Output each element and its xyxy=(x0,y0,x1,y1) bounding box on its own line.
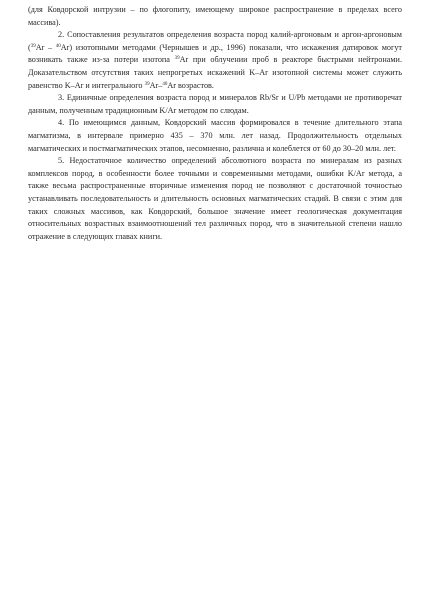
paragraph-p0 xyxy=(28,4,402,29)
isotope-superscript: 39 xyxy=(30,43,36,49)
isotope-superscript: 40 xyxy=(55,43,61,49)
text-run: 4. По имеющимся данным, Ковдорский массив формировался в течение длительного этапа магматизма, в интервале примерно 435 – 370 млн. лет назад. Продолжительность отдельных магматических и постмагматических этапов, несомненно, различна и колеблется от 60 до 30–20 млн. лет. xyxy=(28,118,402,153)
text-run: Ar возрастов. xyxy=(167,80,214,90)
text-run: Ar– xyxy=(149,80,163,90)
text-run: 2. Сопоставления результатов определения возраста пород калий-аргоновым и аргон-аргоновым ( xyxy=(28,30,402,52)
text-run: Ar – xyxy=(35,42,56,52)
body-text xyxy=(28,4,402,243)
text-run: (для Ковдорской интрузии – по флогопиту, имеющему широкое распространение в пределах всего массива). xyxy=(28,5,402,27)
paragraph-p4 xyxy=(28,117,402,155)
text-run: 3. Единичные определения возраста пород и минералов Rb/Sr и U/Pb методами не противоречат данным, полученным традиционным K/Ar методом по слюдам. xyxy=(28,93,402,115)
paragraph-p2 xyxy=(28,29,402,92)
paragraph-p5 xyxy=(28,155,402,243)
text-run: 5. Недостаточное количество определений абсолютного возраста по минералам из разных комплексов пород, в особенности более точными и современными методами, ошибки K/Ar метода, а также весьма распространенные вторичные изменения пород не позволяют с достаточной точностью устанавливать последовательность и длительность основных магматических стадий. В связи с этим для таких сложных массивов, как Ковдорский, большое значение имеет геологическая документация относительных возрастных взаимоотношений тел различных пород, что в значительной степени нашло отражение в следующих главах книги. xyxy=(28,156,402,241)
isotope-superscript: 39 xyxy=(144,81,150,87)
text-run: Ar при облучении проб в реакторе быстрыми нейтронами. Доказательством отсутствия таких непрогретых искажений K–Ar изотопной системы может служить равенство K–Ar и интегрального xyxy=(28,55,402,90)
isotope-superscript: 40 xyxy=(162,81,168,87)
text-run: Ar) изотопными методами (Чернышев и др., 1996) показали, что искажения датировок могут возникать также из-за потери изотопа xyxy=(28,42,402,65)
paragraph-p3 xyxy=(28,92,402,117)
isotope-superscript: 39 xyxy=(174,56,180,62)
